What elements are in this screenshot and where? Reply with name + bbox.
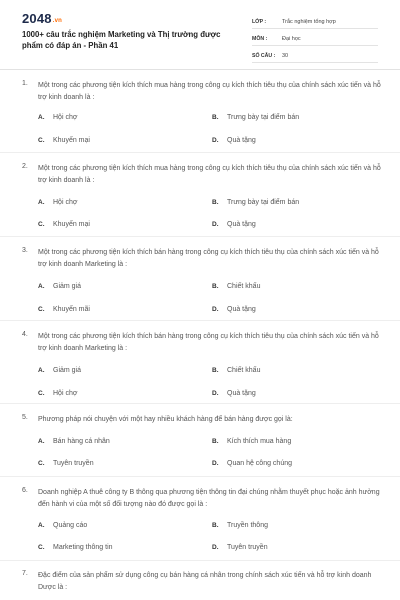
option-letter: A. bbox=[38, 114, 45, 121]
site-logo[interactable] bbox=[22, 11, 62, 26]
meta-value: 30 bbox=[282, 52, 289, 59]
question-text: Doanh nghiệp A thuê công ty B thông qua phương tiện thông tin đại chúng nhằm thuyết phục hoặc ảnh hưởng đến hành vi của một số đối tượng nào đó được gọi là : bbox=[38, 489, 380, 508]
question-divider bbox=[0, 236, 400, 237]
option-a[interactable] bbox=[38, 367, 81, 374]
meta-value[interactable]: Đại học bbox=[282, 35, 301, 42]
question-number: 1. bbox=[22, 80, 28, 87]
option-letter: B. bbox=[212, 367, 219, 374]
question-text: Phương pháp nói chuyện với một hay nhiều khách hàng để bán hàng được gọi là: bbox=[38, 416, 293, 423]
option-text: Bán hàng cá nhân bbox=[53, 438, 110, 445]
question-text: Đặc điểm của sản phẩm sử dụng công cụ bán hàng cá nhân trong chính sách xúc tiến và hỗ trợ kinh doanh Dược là : bbox=[38, 572, 372, 591]
meta-label: MÔN : bbox=[252, 35, 268, 42]
page-title: 1000+ câu trắc nghiệm Marketing và Thị trường được phẩm có đáp án - Phần 41 bbox=[22, 30, 221, 50]
option-letter: D. bbox=[212, 544, 219, 551]
option-d[interactable] bbox=[212, 306, 256, 313]
option-b[interactable] bbox=[212, 522, 268, 529]
option-letter: B. bbox=[212, 199, 219, 206]
option-letter: C. bbox=[38, 390, 45, 397]
question-text: Một trong các phương tiện kích thích bán hàng trong công cụ kích thích tiêu thụ của chính sách xúc tiến và hỗ trợ kinh doanh Marketing là : bbox=[38, 249, 379, 268]
option-b[interactable] bbox=[212, 199, 299, 206]
option-letter: A. bbox=[38, 367, 45, 374]
option-text: Chiết khấu bbox=[227, 283, 261, 290]
option-text: Khuyến mại bbox=[53, 221, 90, 228]
option-letter: B. bbox=[212, 438, 219, 445]
option-letter: C. bbox=[38, 544, 45, 551]
option-letter: D. bbox=[212, 137, 219, 144]
meta-row-class bbox=[252, 15, 378, 29]
option-a[interactable] bbox=[38, 522, 87, 529]
option-c[interactable] bbox=[38, 221, 90, 228]
meta-row-subject bbox=[252, 32, 378, 46]
question-text: Một trong các phương tiện kích thích bán hàng trong công cụ kích thích tiêu thụ của chính sách xúc tiến và hỗ trợ kinh doanh Marketing là : bbox=[38, 333, 379, 352]
option-text: Marketing thông tin bbox=[53, 544, 113, 551]
option-letter: A. bbox=[38, 438, 45, 445]
option-text: Khuyến mại bbox=[53, 137, 90, 144]
option-text: Kích thích mua hàng bbox=[227, 438, 292, 445]
option-text: Truyền thông bbox=[227, 522, 268, 529]
header-divider bbox=[0, 69, 400, 70]
question-text: Một trong các phương tiện kích thích mua hàng trong công cụ kích thích tiêu thụ của chính sách xúc tiến và hỗ trợ kinh doanh là : bbox=[38, 82, 381, 101]
option-text: Quà tặng bbox=[227, 137, 256, 144]
question-number: 6. bbox=[22, 487, 28, 494]
option-text: Giảm giá bbox=[53, 367, 82, 374]
option-text: Trưng bày tại điểm bán bbox=[227, 199, 300, 206]
option-c[interactable] bbox=[38, 137, 90, 144]
option-letter: B. bbox=[212, 522, 219, 529]
option-a[interactable] bbox=[38, 199, 77, 206]
option-c[interactable] bbox=[38, 390, 77, 397]
page-header bbox=[0, 0, 400, 64]
logo-suffix: .vn bbox=[52, 18, 63, 24]
option-a[interactable] bbox=[38, 114, 77, 121]
option-text: Tuyên truyền bbox=[53, 460, 94, 467]
question-divider bbox=[0, 152, 400, 153]
option-d[interactable] bbox=[212, 137, 256, 144]
option-letter: D. bbox=[212, 460, 219, 467]
option-text: Chiết khấu bbox=[227, 367, 261, 374]
question-number: 3. bbox=[22, 247, 28, 254]
option-letter: C. bbox=[38, 460, 45, 467]
option-text: Tuyên truyền bbox=[227, 544, 268, 551]
option-letter: C. bbox=[38, 306, 45, 313]
option-letter: C. bbox=[38, 137, 45, 144]
question-number: 4. bbox=[22, 331, 28, 338]
option-letter: C. bbox=[38, 221, 45, 228]
option-a[interactable] bbox=[38, 283, 81, 290]
option-c[interactable] bbox=[38, 460, 94, 467]
meta-label: SỐ CÂU : bbox=[252, 52, 276, 59]
option-text: Quan hệ công chúng bbox=[227, 460, 292, 467]
question-divider bbox=[0, 560, 400, 561]
option-text: Giảm giá bbox=[53, 283, 82, 290]
option-letter: A. bbox=[38, 522, 45, 529]
option-text: Hội chợ bbox=[53, 390, 78, 397]
option-c[interactable] bbox=[38, 306, 90, 313]
meta-label: LỚP : bbox=[252, 18, 267, 25]
option-letter: A. bbox=[38, 283, 45, 290]
option-d[interactable] bbox=[212, 390, 256, 397]
question-number: 2. bbox=[22, 163, 28, 170]
question-divider bbox=[0, 476, 400, 477]
question-number: 7. bbox=[22, 570, 28, 577]
logo-main: 2048 bbox=[22, 11, 52, 26]
meta-info bbox=[252, 15, 378, 63]
option-letter: A. bbox=[38, 199, 45, 206]
option-letter: D. bbox=[212, 221, 219, 228]
option-letter: B. bbox=[212, 283, 219, 290]
option-text: Quà tặng bbox=[227, 390, 256, 397]
option-text: Quà tặng bbox=[227, 221, 256, 228]
option-b[interactable] bbox=[212, 114, 299, 121]
option-text: Hội chợ bbox=[53, 199, 78, 206]
option-d[interactable] bbox=[212, 460, 292, 467]
option-b[interactable] bbox=[212, 438, 291, 445]
meta-value[interactable]: Trắc nghiệm tổng hợp bbox=[282, 18, 336, 25]
option-letter: D. bbox=[212, 390, 219, 397]
question-text: Một trong các phương tiện kích thích mua hàng trong công cụ kích thích tiêu thụ của chính sách xúc tiến và hỗ trợ kinh doanh là : bbox=[38, 165, 381, 184]
option-text: Trưng bày tại điểm bán bbox=[227, 114, 300, 121]
option-d[interactable] bbox=[212, 544, 268, 551]
option-b[interactable] bbox=[212, 283, 260, 290]
option-text: Quảng cáo bbox=[53, 522, 88, 529]
option-text: Khuyến mãi bbox=[53, 306, 90, 313]
option-text: Quà tặng bbox=[227, 306, 256, 313]
option-letter: B. bbox=[212, 114, 219, 121]
option-text: Hội chợ bbox=[53, 114, 78, 121]
meta-row-count bbox=[252, 49, 378, 63]
option-b[interactable] bbox=[212, 367, 260, 374]
option-letter: D. bbox=[212, 306, 219, 313]
option-d[interactable] bbox=[212, 221, 256, 228]
option-c[interactable] bbox=[38, 544, 113, 551]
option-a[interactable] bbox=[38, 438, 110, 445]
question-divider bbox=[0, 403, 400, 404]
question-number: 5. bbox=[22, 414, 28, 421]
question-divider bbox=[0, 320, 400, 321]
